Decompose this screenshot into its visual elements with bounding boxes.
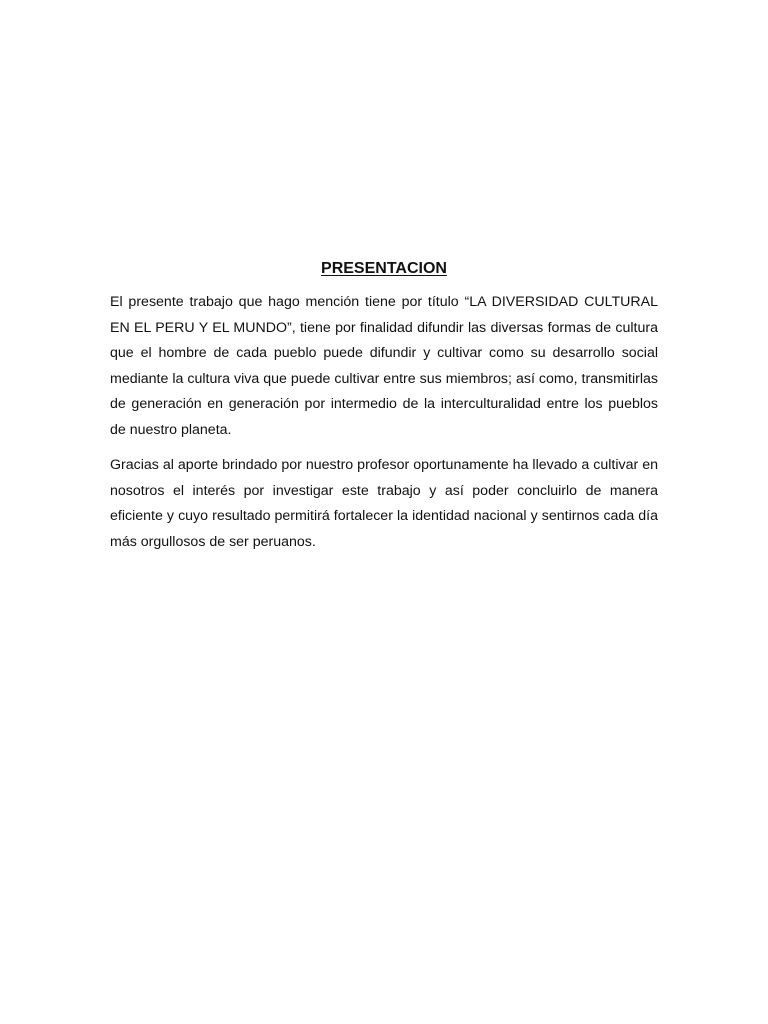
page-title: PRESENTACION [321,260,447,277]
paragraph-intro: El presente trabajo que hago mención tiene por título “LA DIVERSIDAD CULTURAL EN EL PERU Y EL MUNDO”, tiene por finalidad difundir las diversas formas de cultura que el hombre de cada pueblo puede difundir y cultivar como su desarrollo social mediante la cultura viva que puede cultivar entre sus miembros; así como, transmitirlas de generación en generación por intermedio de la interculturalidad entre los pueblos de nuestro planeta. [110,294,658,438]
paragraph-acknowledgement: Gracias al aporte brindado por nuestro profesor oportunamente ha llevado a cultivar en nosotros el interés por investigar este trabajo y así poder concluirlo de manera eficiente y cuyo resultado permitirá fortalecer la identidad nacional y sentirnos cada día más orgullosos de ser peruanos. [110,457,658,550]
